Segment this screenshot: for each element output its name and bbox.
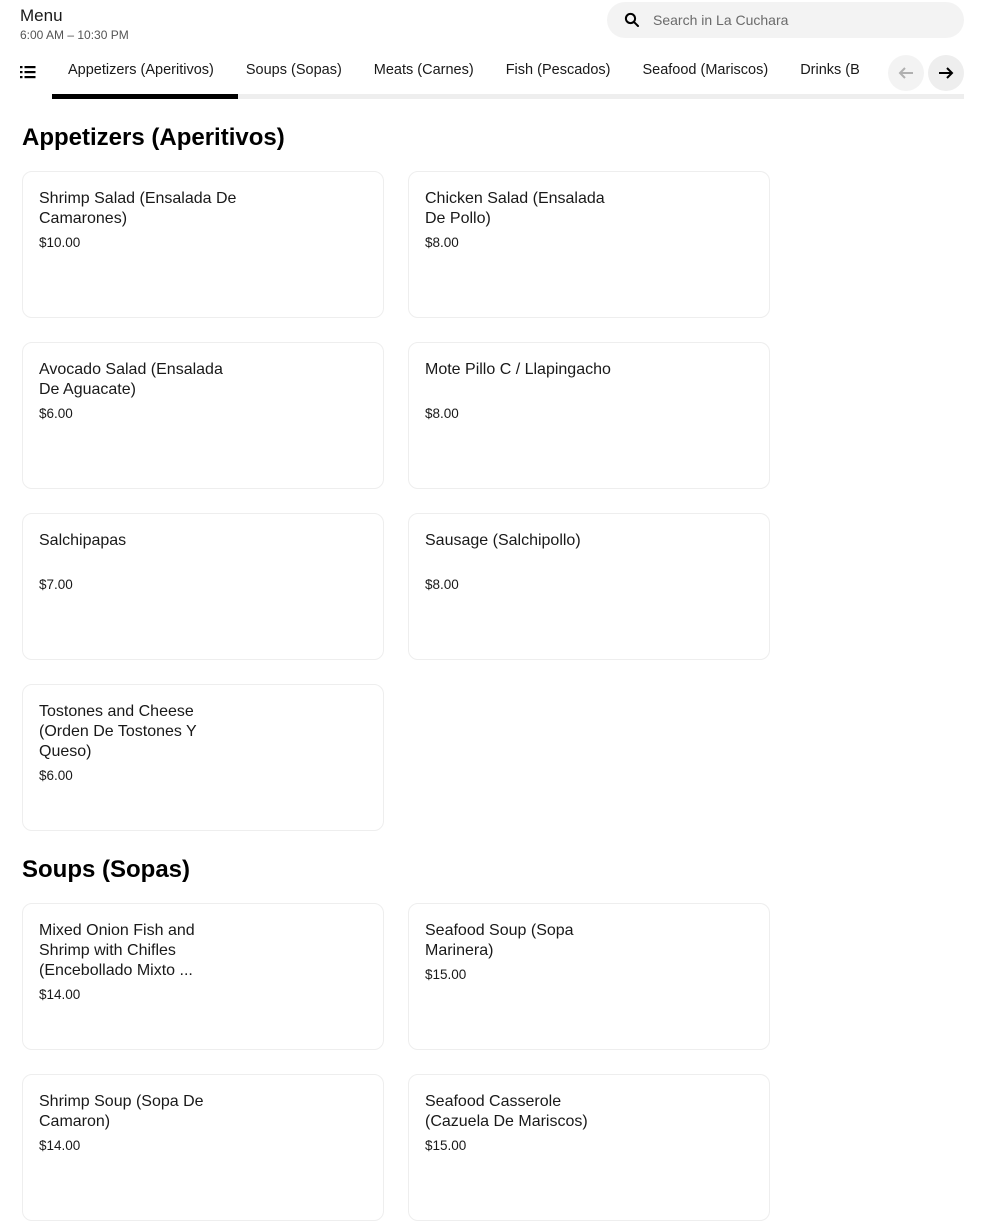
menu-title: Menu <box>20 6 63 25</box>
menu-header <box>0 0 984 100</box>
tab-category[interactable]: Fish (Pescados) <box>505 62 611 78</box>
menu-item-card[interactable] <box>22 513 384 660</box>
search-icon <box>624 12 640 28</box>
item-price: $15.00 <box>425 1138 467 1153</box>
menu-item-card[interactable] <box>408 342 770 489</box>
category-tabs <box>52 50 872 100</box>
item-name: Avocado Salad (Ensalada De Aguacate) <box>39 361 223 398</box>
menu-hours: 6:00 AM – 10:30 PM <box>20 28 129 42</box>
scroll-left-button[interactable] <box>888 55 924 91</box>
item-name: Chicken Salad (Ensalada De Pollo) <box>425 190 605 227</box>
tab-category[interactable]: Seafood (Mariscos) <box>642 62 769 78</box>
item-name: Seafood Casserole (Cazuela De Mariscos) <box>425 1093 588 1130</box>
item-price: $8.00 <box>425 406 459 421</box>
tab-category[interactable]: Drinks (B <box>800 62 860 78</box>
menu-item-card[interactable] <box>408 1074 770 1221</box>
item-price: $6.00 <box>39 768 73 783</box>
item-name: Sausage (Salchipollo) <box>425 532 581 549</box>
section-title: Appetizers (Aperitivos) <box>22 124 285 151</box>
scroll-right-button[interactable] <box>928 55 964 91</box>
menu-item-card[interactable] <box>22 171 384 318</box>
list-icon[interactable] <box>20 64 36 80</box>
item-name: Mote Pillo C / Llapingacho <box>425 361 611 378</box>
item-name: Shrimp Salad (Ensalada De Camarones) <box>39 190 237 227</box>
item-name: Mixed Onion Fish and Shrimp with Chifles (Encebollado Mixto ... <box>39 922 195 979</box>
arrow-right-icon <box>938 65 954 81</box>
menu-item-card[interactable] <box>408 171 770 318</box>
item-price: $8.00 <box>425 235 459 250</box>
menu-item-card[interactable] <box>22 903 384 1050</box>
menu-item-card[interactable] <box>408 513 770 660</box>
item-name: Seafood Soup (Sopa Marinera) <box>425 922 574 959</box>
tab-category[interactable]: Meats (Carnes) <box>373 62 474 78</box>
tab-category[interactable]: Appetizers (Aperitivos) <box>68 62 214 78</box>
item-price: $15.00 <box>425 967 467 982</box>
search-bar[interactable] <box>607 2 964 38</box>
item-price: $8.00 <box>425 577 459 592</box>
item-price: $14.00 <box>39 987 81 1002</box>
item-price: $10.00 <box>39 235 81 250</box>
item-price: $14.00 <box>39 1138 81 1153</box>
item-price: $7.00 <box>39 577 73 592</box>
item-name: Shrimp Soup (Sopa De Camaron) <box>39 1093 204 1130</box>
menu-item-card[interactable] <box>408 903 770 1050</box>
tab-category[interactable]: Soups (Sopas) <box>245 62 342 78</box>
tab-selected-indicator <box>52 94 238 99</box>
section-title: Soups (Sopas) <box>22 856 191 883</box>
menu-item-card[interactable] <box>22 684 384 831</box>
item-name: Tostones and Cheese (Orden De Tostones Y Queso) <box>39 703 197 760</box>
search-input[interactable] <box>653 2 943 38</box>
menu-item-card[interactable] <box>22 342 384 489</box>
item-price: $6.00 <box>39 406 73 421</box>
menu-item-card[interactable] <box>22 1074 384 1221</box>
item-name: Salchipapas <box>39 532 127 549</box>
arrow-left-icon <box>898 65 914 81</box>
